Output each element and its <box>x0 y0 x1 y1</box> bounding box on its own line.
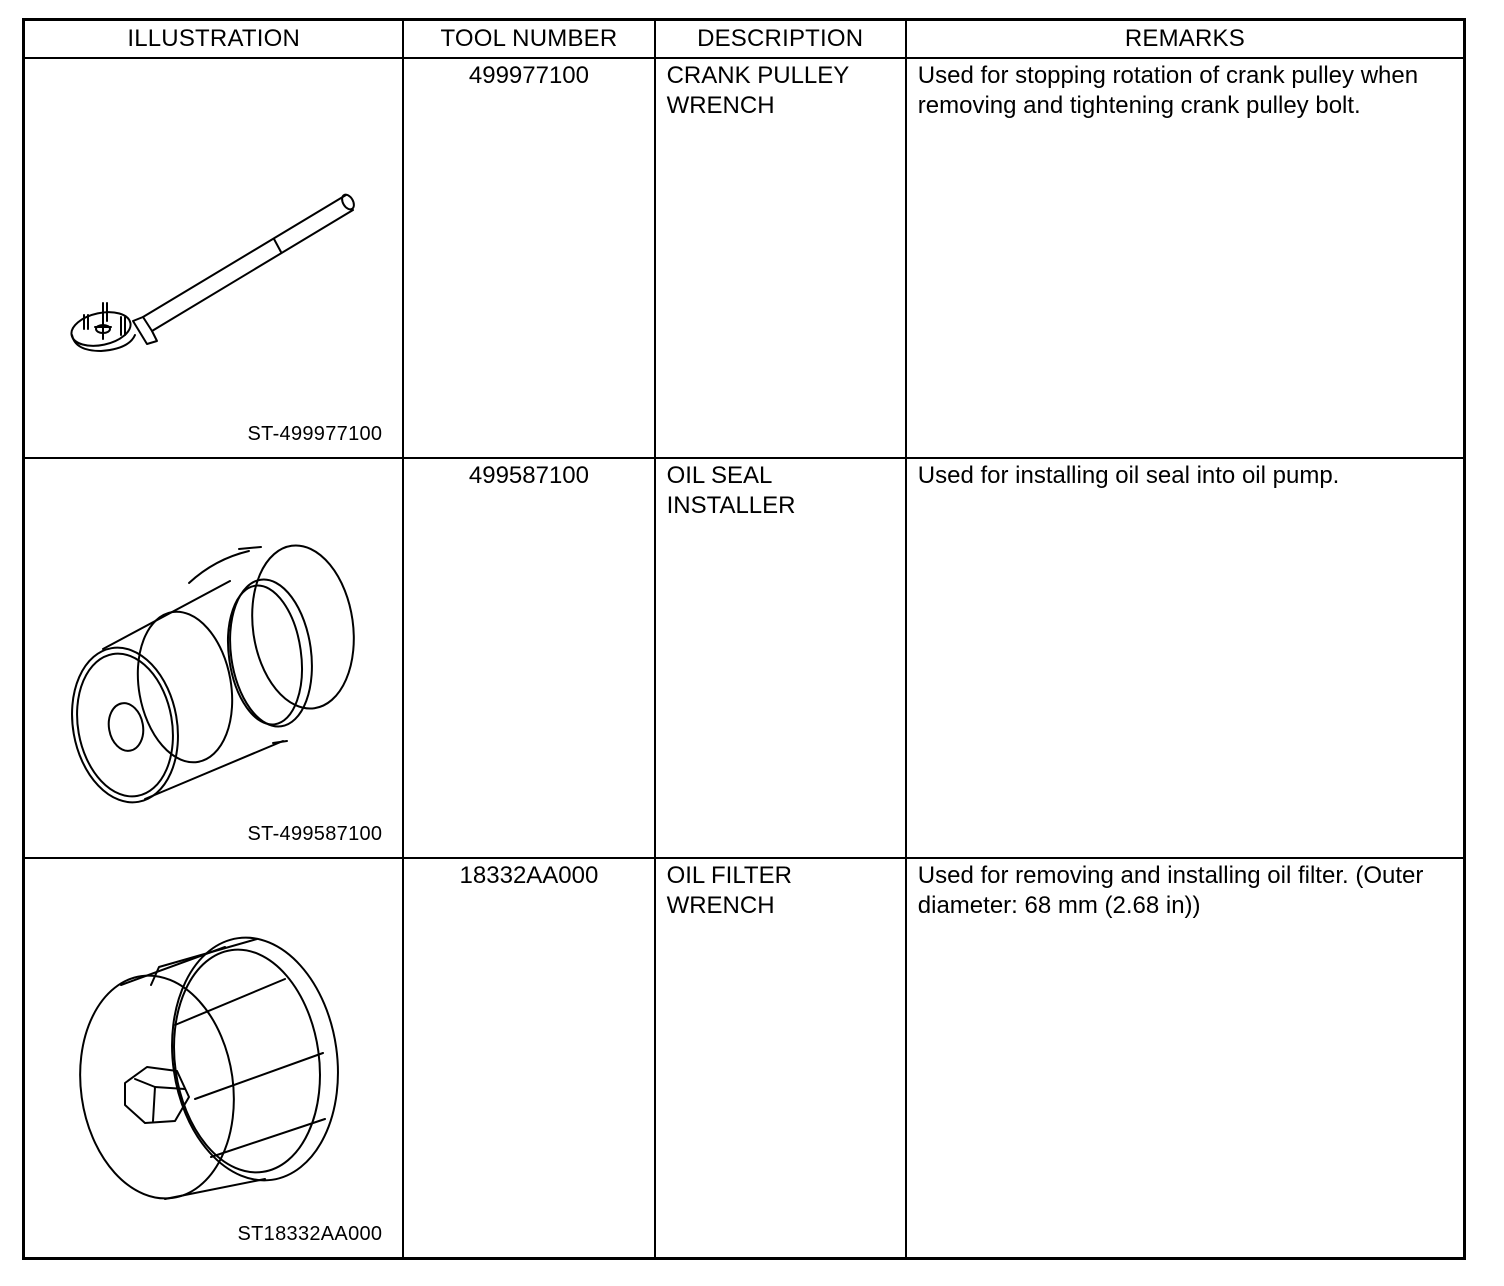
tool-number-cell: 18332AA000 <box>403 858 654 1259</box>
illustration-code: ST-499977100 <box>247 423 383 445</box>
description-line: INSTALLER <box>666 492 796 519</box>
oil-seal-installer-icon <box>25 459 403 855</box>
description-cell <box>655 458 906 858</box>
header-tool-number: TOOL NUMBER <box>403 20 654 59</box>
remarks-cell: Used for stopping rotation of crank pulley when removing and tightening crank pulley bolt. <box>906 58 1465 458</box>
header-remarks: REMARKS <box>906 20 1465 59</box>
description-cell <box>655 58 906 458</box>
description-line: WRENCH <box>666 92 775 119</box>
illustration-code: ST18332AA000 <box>237 1223 383 1245</box>
special-tools-table <box>22 18 1466 1260</box>
table-header-row <box>24 20 1465 59</box>
tool-number-cell: 499977100 <box>403 58 654 458</box>
header-description: DESCRIPTION <box>655 20 906 59</box>
illustration-cell <box>24 458 404 858</box>
illustration-code: ST-499587100 <box>247 823 383 845</box>
illustration-cell <box>24 858 404 1259</box>
description-line: CRANK PULLEY <box>666 62 850 89</box>
description-cell <box>655 858 906 1259</box>
illustration-cell <box>24 58 404 458</box>
remarks-cell: Used for installing oil seal into oil pump. <box>906 458 1465 858</box>
oil-filter-wrench-icon <box>25 859 403 1255</box>
table-row <box>24 458 1465 858</box>
description-line: OIL FILTER <box>666 862 792 889</box>
header-illustration: ILLUSTRATION <box>24 20 404 59</box>
table-row <box>24 58 1465 458</box>
table-row <box>24 858 1465 1259</box>
description-line: OIL SEAL <box>666 462 773 489</box>
crank-pulley-wrench-icon <box>25 59 403 455</box>
tool-number-cell: 499587100 <box>403 458 654 858</box>
remarks-cell: Used for removing and installing oil filter. (Outer diameter: 68 mm (2.68 in)) <box>906 858 1465 1259</box>
description-line: WRENCH <box>666 892 775 919</box>
